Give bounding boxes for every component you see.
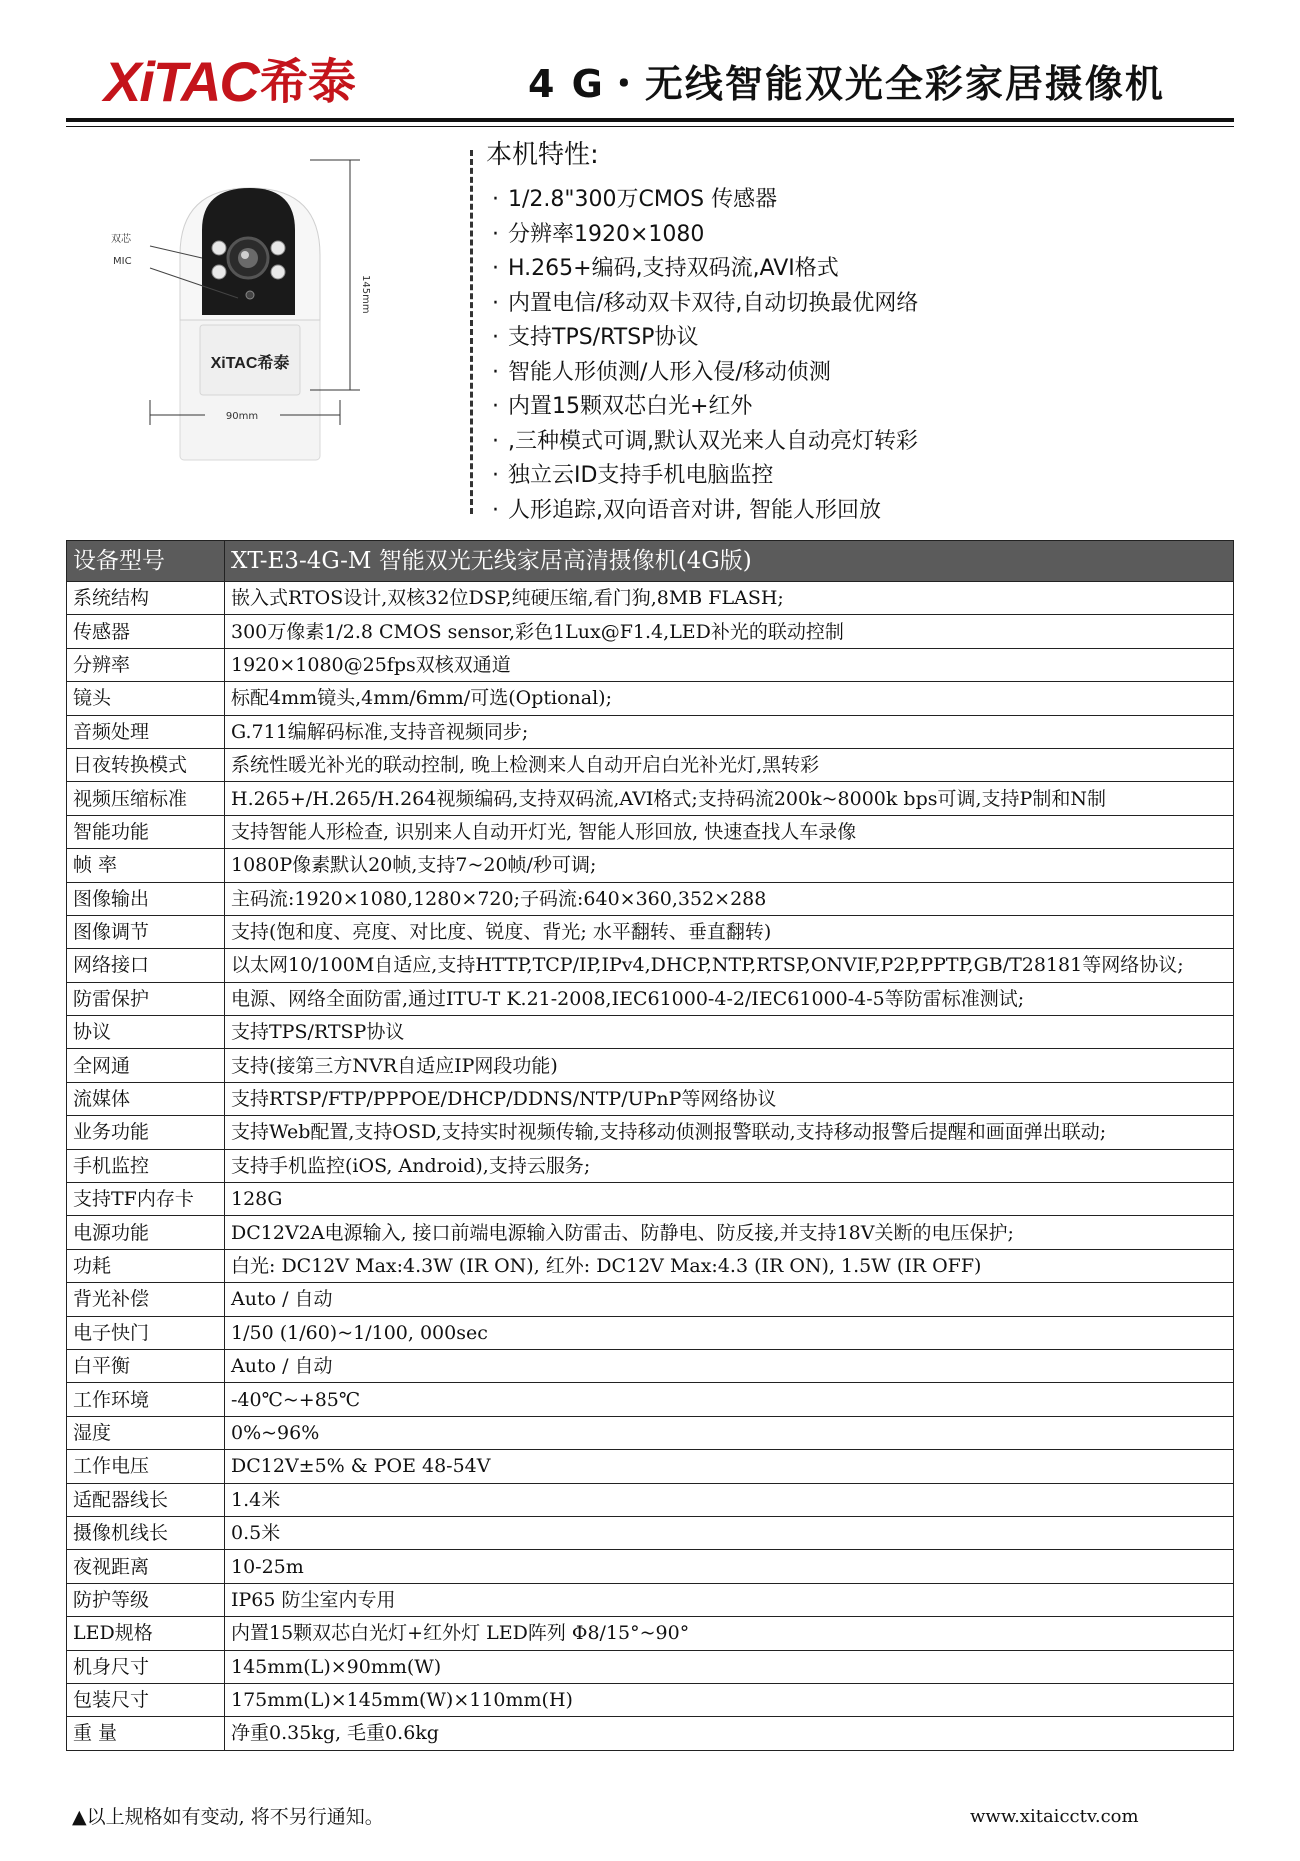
spec-value: DC12V2A电源输入, 接口前端电源输入防雷击、防静电、防反接,并支持18V关断的电压保护;: [225, 1216, 1234, 1249]
spec-value: H.265+/H.265/H.264视频编码,支持双码流,AVI格式;支持码流200k~8000k bps可调,支持P制和N制: [225, 782, 1234, 815]
feature-item: · ,三种模式可调,默认双光来人自动亮灯转彩: [492, 428, 918, 454]
spec-value: Auto / 自动: [225, 1349, 1234, 1382]
spec-label: 业务功能: [67, 1116, 225, 1149]
spec-value: 支持TPS/RTSP协议: [225, 1016, 1234, 1049]
feature-item: · 支持TPS/RTSP协议: [492, 325, 699, 350]
spec-label: 电源功能: [67, 1216, 225, 1249]
features-list: [492, 183, 918, 528]
photo-label-dual-core: 双芯: [111, 234, 131, 245]
spec-row: [67, 1483, 1234, 1516]
spec-row: [67, 1650, 1234, 1683]
spec-row: [67, 882, 1234, 915]
spec-value: 10-25m: [225, 1550, 1234, 1583]
spec-label: 湿度: [67, 1416, 225, 1449]
spec-label: 图像输出: [67, 882, 225, 915]
spec-value: Auto / 自动: [225, 1283, 1234, 1316]
spec-value: G.711编解码标准,支持音视频同步;: [225, 715, 1234, 748]
spec-label: 防雷保护: [67, 982, 225, 1015]
spec-row: [67, 849, 1234, 882]
spec-value: IP65 防尘室内专用: [225, 1583, 1234, 1616]
spec-label: 智能功能: [67, 815, 225, 848]
spec-row: [67, 682, 1234, 715]
spec-row: [67, 1183, 1234, 1216]
spec-label: 流媒体: [67, 1082, 225, 1115]
photo-body-logo: XiTAC希泰: [210, 355, 290, 372]
header-divider: [66, 118, 1234, 122]
spec-row: [67, 1717, 1234, 1750]
feature-item: · 内置电信/移动双卡双待,自动切换最优网络: [492, 290, 919, 316]
spec-value: 175mm(L)×145mm(W)×110mm(H): [225, 1683, 1234, 1716]
photo-label-mic: MIC: [113, 256, 132, 267]
spec-label: 适配器线长: [67, 1483, 225, 1516]
feature-item: · 人形追踪,双向语音对讲, 智能人形回放: [492, 497, 881, 523]
spec-label: 分辨率: [67, 648, 225, 681]
spec-label: LED规格: [67, 1617, 225, 1650]
spec-label: 音频处理: [67, 715, 225, 748]
spec-label: 全网通: [67, 1049, 225, 1082]
spec-row: [67, 1116, 1234, 1149]
feature-item: · 分辨率1920×1080: [492, 221, 705, 247]
spec-value: 标配4mm镜头,4mm/6mm/可选(Optional);: [225, 682, 1234, 715]
photo-dim-height: 145mm: [360, 275, 371, 314]
spec-value: 支持(接第三方NVR自适应IP网段功能): [225, 1049, 1234, 1082]
spec-row: [67, 715, 1234, 748]
footer-disclaimer: ▲以上规格如有变动, 将不另行通知。: [72, 1806, 384, 1828]
features-dashed-border: [470, 150, 473, 514]
spec-header-label: 设备型号: [67, 541, 225, 582]
spec-value: 300万像素1/2.8 CMOS sensor,彩色1Lux@F1.4,LED补光的联动控制: [225, 615, 1234, 648]
spec-row: [67, 1082, 1234, 1115]
spec-label: 视频压缩标准: [67, 782, 225, 815]
spec-value: 0%~96%: [225, 1416, 1234, 1449]
spec-row: [67, 1049, 1234, 1082]
spec-header-value: XT-E3-4G-M 智能双光无线家居高清摄像机(4G版): [225, 541, 1234, 582]
spec-label: 白平衡: [67, 1349, 225, 1382]
feature-item: · 智能人形侦测/人形入侵/移动侦测: [492, 359, 831, 385]
spec-row: [67, 949, 1234, 982]
features-heading: 本机特性:: [486, 140, 599, 170]
spec-label: 重 量: [67, 1717, 225, 1750]
spec-value: 支持(饱和度、亮度、对比度、锐度、背光; 水平翻转、垂直翻转): [225, 915, 1234, 948]
brand-logo-latin: XiTAC: [104, 50, 258, 113]
spec-row: [67, 1283, 1234, 1316]
spec-row: [67, 748, 1234, 781]
spec-value: 1920×1080@25fps双核双通道: [225, 648, 1234, 681]
spec-row: [67, 648, 1234, 681]
spec-row: [67, 1583, 1234, 1616]
spec-value: DC12V±5% & POE 48-54V: [225, 1450, 1234, 1483]
footer-website: www.xitaicctv.com: [970, 1806, 1139, 1827]
spec-label: 功耗: [67, 1249, 225, 1282]
spec-value: 主码流:1920×1080,1280×720;子码流:640×360,352×288: [225, 882, 1234, 915]
spec-label: 电子快门: [67, 1316, 225, 1349]
spec-row: [67, 815, 1234, 848]
spec-row: [67, 782, 1234, 815]
spec-row: [67, 1416, 1234, 1449]
spec-row: [67, 615, 1234, 648]
spec-value: 以太网10/100M自适应,支持HTTP,TCP/IP,IPv4,DHCP,NTP,RTSP,ONVIF,P2P,PPTP,GB/T28181等网络协议;: [225, 949, 1234, 982]
spec-row: [67, 1316, 1234, 1349]
spec-value: -40℃~+85℃: [225, 1383, 1234, 1416]
header-divider-thin: [66, 126, 1234, 127]
spec-row: [67, 1149, 1234, 1182]
feature-item: · 独立云ID支持手机电脑监控: [492, 463, 774, 488]
spec-value: 1/50 (1/60)~1/100, 000sec: [225, 1316, 1234, 1349]
spec-value: 电源、网络全面防雷,通过ITU-T K.21-2008,IEC61000-4-2/IEC61000-4-5等防雷标准测试;: [225, 982, 1234, 1015]
spec-label: 协议: [67, 1016, 225, 1049]
brand-logo: [104, 52, 356, 112]
spec-row: [67, 915, 1234, 948]
spec-value: 净重0.35kg, 毛重0.6kg: [225, 1717, 1234, 1750]
spec-row: [67, 1216, 1234, 1249]
spec-label: 防护等级: [67, 1583, 225, 1616]
spec-value: 支持智能人形检查, 识别来人自动开灯光, 智能人形回放, 快速查找人车录像: [225, 815, 1234, 848]
spec-value: 嵌入式RTOS设计,双核32位DSP,纯硬压缩,看门狗,8MB FLASH;: [225, 582, 1234, 615]
spec-value: 支持手机监控(iOS, Android),支持云服务;: [225, 1149, 1234, 1182]
spec-value: 支持RTSP/FTP/PPPOE/DHCP/DDNS/NTP/UPnP等网络协议: [225, 1082, 1234, 1115]
spec-table-header-row: [67, 541, 1234, 582]
spec-label: 镜头: [67, 682, 225, 715]
spec-row: [67, 1617, 1234, 1650]
spec-value: 支持Web配置,支持OSD,支持实时视频传输,支持移动侦测报警联动,支持移动报警后提醒和画面弹出联动;: [225, 1116, 1234, 1149]
product-photo: [111, 160, 450, 500]
feature-item: · 1/2.8"300万CMOS 传感器: [492, 187, 778, 212]
photo-dim-width: 90mm: [225, 411, 259, 422]
spec-row: [67, 1450, 1234, 1483]
spec-value: 128G: [225, 1183, 1234, 1216]
feature-item: · 内置15颗双芯白光+红外: [492, 394, 753, 419]
spec-label: 日夜转换模式: [67, 748, 225, 781]
spec-table: [66, 540, 1234, 1751]
spec-label: 夜视距离: [67, 1550, 225, 1583]
spec-label: 工作电压: [67, 1450, 225, 1483]
spec-label: 支持TF内存卡: [67, 1183, 225, 1216]
spec-label: 系统结构: [67, 582, 225, 615]
spec-label: 机身尺寸: [67, 1650, 225, 1683]
document-title: 4 G・无线智能双光全彩家居摄像机: [528, 62, 1165, 106]
spec-row: [67, 582, 1234, 615]
spec-label: 背光补偿: [67, 1283, 225, 1316]
spec-label: 图像调节: [67, 915, 225, 948]
spec-value: 白光: DC12V Max:4.3W (IR ON), 红外: DC12V Max:4.3 (IR ON), 1.5W (IR OFF): [225, 1249, 1234, 1282]
spec-row: [67, 1383, 1234, 1416]
spec-row: [67, 1516, 1234, 1549]
spec-row: [67, 982, 1234, 1015]
feature-item: · H.265+编码,支持双码流,AVI格式: [492, 256, 839, 281]
spec-row: [67, 1349, 1234, 1382]
spec-label: 摄像机线长: [67, 1516, 225, 1549]
spec-label: 手机监控: [67, 1149, 225, 1182]
spec-value: 内置15颗双芯白光灯+红外灯 LED阵列 Φ8/15°~90°: [225, 1617, 1234, 1650]
spec-row: [67, 1550, 1234, 1583]
spec-value: 系统性暖光补光的联动控制, 晚上检测来人自动开启白光补光灯,黑转彩: [225, 748, 1234, 781]
spec-row: [67, 1249, 1234, 1282]
spec-row: [67, 1683, 1234, 1716]
spec-value: 145mm(L)×90mm(W): [225, 1650, 1234, 1683]
spec-value: 1.4米: [225, 1483, 1234, 1516]
spec-label: 传感器: [67, 615, 225, 648]
brand-logo-cjk: 希泰: [259, 54, 356, 110]
spec-label: 工作环境: [67, 1383, 225, 1416]
spec-label: 帧 率: [67, 849, 225, 882]
spec-row: [67, 1016, 1234, 1049]
spec-label: 包装尺寸: [67, 1683, 225, 1716]
spec-value: 1080P像素默认20帧,支持7~20帧/秒可调;: [225, 849, 1234, 882]
spec-value: 0.5米: [225, 1516, 1234, 1549]
spec-label: 网络接口: [67, 949, 225, 982]
